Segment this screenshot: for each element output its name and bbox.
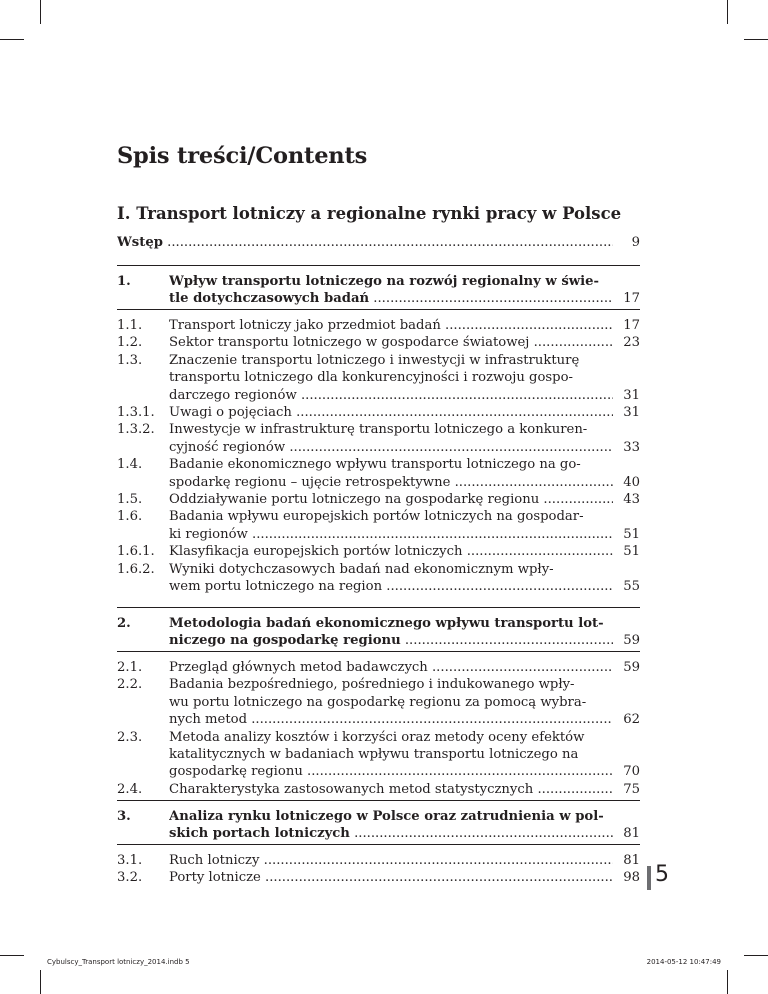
toc-entry-title-line: Badania wpływu europejskich portów lotniczych na gospodar- [169,509,584,525]
page-title: Spis treści/Contents [117,143,368,169]
leader-dots [539,492,613,507]
toc-page-number: 51 [623,544,640,560]
toc-entry-number: 2.1. [117,660,143,675]
toc-page-number: 31 [623,405,640,420]
leader-dots [401,633,613,648]
toc-entry-title-line: Wyniki dotychczasowych badań nad ekonomicznym wpły- [169,561,554,577]
toc-page-number: 62 [623,712,640,728]
toc-entry-title-line: Porty lotnicze [169,870,261,886]
toc-page-number: 59 [623,633,640,649]
toc-page-number: 51 [623,526,640,542]
crop-mark [40,0,41,24]
toc-entry-title: Wstęp [117,235,163,250]
toc-entry-title-line: spodarkę regionu – ujęcie retrospektywne [169,474,451,490]
thumb-index-bar [647,866,651,890]
toc-entry-title-line: Ruch lotniczy [169,853,260,868]
toc-entry-number: 3.2. [117,870,143,886]
toc-page-number: 59 [623,660,640,675]
toc-entry-title-line: nych metod [169,712,248,728]
toc-page-number: 40 [623,474,640,490]
toc-page-number: 33 [623,439,640,455]
toc-entry-number: 1.3.1. [117,405,155,420]
toc-entry-title-line: wem portu lotniczego na region [169,579,383,594]
chapter-number: 2. [117,616,131,631]
toc-entry-title-line: Metoda analizy kosztów i korzyści oraz metody oceny efektów [169,729,585,745]
leader-dots [428,660,613,675]
leader-dots [297,388,613,403]
leader-dots [533,782,613,797]
toc-entry-title-line: Inwestycje w infrastrukturę transportu lotniczego a konkuren- [169,422,588,438]
toc-entry-number: 2.2. [117,677,143,693]
divider [117,309,640,310]
print-footer-timestamp: 2014-05-12 10:47:49 [646,958,721,966]
toc-entry-title-line: Uwagi o pojęciach [169,405,292,420]
page-number: 5 [655,862,669,887]
leader-dots [285,440,613,455]
toc-entry-title-line: Znaczenie transportu lotniczego i inwestycji w infrastrukturę [169,352,580,368]
toc-page-number: 23 [623,335,640,351]
divider [117,844,640,845]
leader-dots [292,405,613,420]
leader-dots [463,544,614,559]
toc-page-number: 98 [623,870,640,886]
chapter-title-line: niczego na gospodarkę regionu [169,633,401,649]
crop-mark [40,970,41,994]
toc-page-number: 70 [623,764,640,780]
chapter-title-line: Wpływ transportu lotniczego na rozwój regionalny w świe- [169,274,599,289]
divider [117,651,640,652]
toc-page-number: 55 [623,578,640,594]
toc-entry-title-line: Oddziaływanie portu lotniczego na gospodarkę regionu [169,492,540,507]
chapter-title-line: tle dotychczasowych badań [169,291,370,307]
crop-mark [0,39,24,40]
toc-entry-title-line: Sektor transportu lotniczego w gospodarce światowej [169,335,530,351]
leader-dots [450,475,613,490]
toc-entry-number: 2.3. [117,729,143,745]
divider [117,607,640,608]
crop-mark [744,955,768,956]
toc-page-number: 9 [631,235,640,250]
chapter-title-line: skich portach lotniczych [169,826,350,842]
toc-entry-title-line: Badania bezpośredniego, pośredniego i indukowanego wpły- [169,677,575,693]
toc-entry-number: 2.4. [117,781,143,797]
toc-entry-title-line: ki regionów [169,526,248,542]
toc-entry-title-line: Klasyfikacja europejskich portów lotniczych [169,544,463,560]
toc-page-number: 81 [623,826,640,842]
print-footer-file: Cybulscy_Transport lotniczy_2014.indb 5 [47,958,190,966]
toc-entry-number: 1.6.2. [117,561,155,577]
toc-page-number: 81 [623,853,640,868]
leader-dots [529,335,613,350]
chapter-title-line: Metodologia badań ekonomicznego wpływu transportu lot- [169,616,604,631]
toc-entry-number: 3.1. [117,853,143,868]
section-title: I. Transport lotniczy a regionalne rynki pracy w Polsce [117,204,622,223]
toc-entry-title-line: Charakterystyka zastosowanych metod statystycznych [169,781,534,797]
leader-dots [441,318,613,333]
leader-dots [247,712,613,727]
leader-dots [382,579,613,594]
toc-page-number: 31 [623,387,640,403]
toc-entry-title-line: gospodarkę regionu [169,764,303,780]
toc-entry-title-line: Transport lotniczy jako przedmiot badań [169,318,441,333]
toc-entry-title-line: Przegląd głównych metod badawczych [169,660,428,675]
divider [117,265,640,266]
chapter-number: 1. [117,274,131,289]
toc-entry-number: 1.3.2. [117,422,155,438]
leader-dots [163,235,613,250]
toc-entry-title-line: wu portu lotniczego na gospodarkę regionu za pomocą wybra- [169,694,587,710]
leader-dots [369,291,613,306]
toc-entry-number: 1.6. [117,509,143,525]
leader-dots [248,527,613,542]
toc-entry-title-line: katalitycznych w badaniach wpływu transportu lotniczego na [169,747,579,762]
toc-entry-title-line: darczego regionów [169,387,297,403]
toc-page-number: 17 [623,291,640,307]
divider [117,800,640,801]
toc-entry-number: 1.4. [117,457,143,473]
leader-dots [259,853,613,868]
crop-mark [0,955,24,956]
toc-entry-number: 1.5. [117,492,143,507]
toc-entry-title-line: cyjność regionów [169,439,286,455]
toc-entry-title-line: transportu lotniczego dla konkurencyjności i rozwoju gospo- [169,370,574,386]
toc-entry-number: 1.3. [117,352,143,368]
toc-page-number: 17 [623,318,640,333]
toc-entry-number: 1.6.1. [117,544,155,560]
toc-page-number: 43 [623,492,640,507]
toc-page-number: 75 [623,781,640,797]
chapter-title-line: Analiza rynku lotniczego w Polsce oraz zatrudnienia w pol- [169,809,604,824]
crop-mark [744,39,768,40]
crop-mark [727,0,728,24]
toc-entry-number: 1.1. [117,318,143,333]
toc-entry-title-line: Badanie ekonomicznego wpływu transportu lotniczego na go- [169,457,581,473]
leader-dots [350,826,613,841]
toc-entry-number: 1.2. [117,335,143,351]
leader-dots [261,870,613,885]
leader-dots [303,764,613,779]
chapter-number: 3. [117,809,131,824]
crop-mark [727,970,728,994]
